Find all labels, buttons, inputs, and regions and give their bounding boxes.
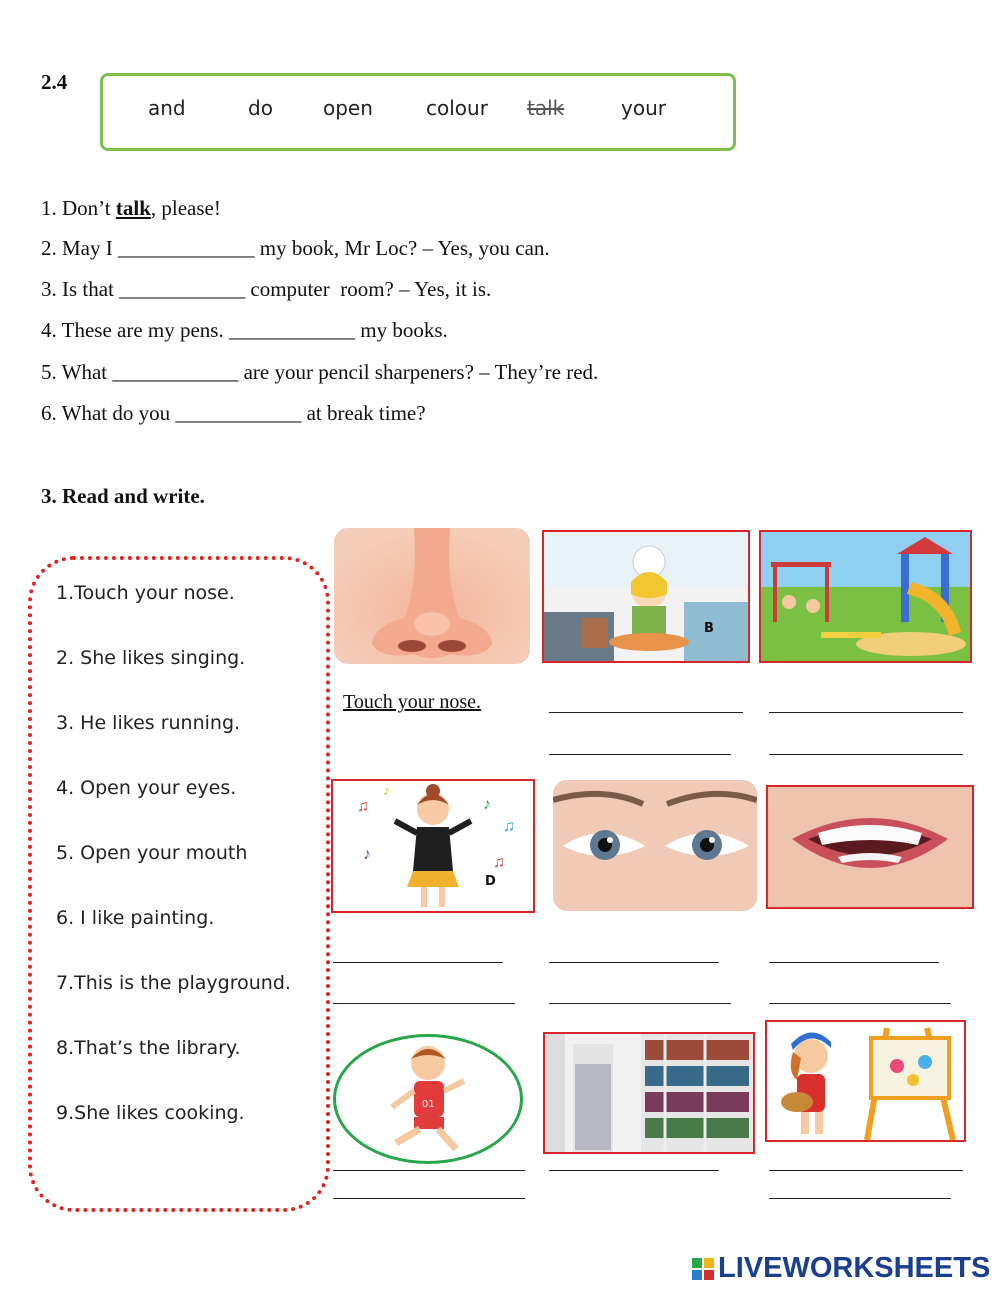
singing-image <box>331 779 535 913</box>
section-number: 2.4 <box>41 70 68 94</box>
sentence-item[interactable]: 4. Open your eyes. <box>56 777 237 799</box>
sentence-item[interactable]: 3. He likes running. <box>56 712 241 734</box>
answer-line-running[interactable] <box>333 1170 525 1171</box>
question-text: 6. What do you <box>41 401 176 425</box>
svg-text:♫: ♫ <box>357 798 369 815</box>
section-title: 3. Read and write. <box>41 484 205 508</box>
answer-blank[interactable]: ____________ <box>228 318 355 342</box>
picture-letter-d: D <box>485 874 496 889</box>
svg-text:♪: ♪ <box>363 846 371 863</box>
answer-line-painting[interactable] <box>769 1170 963 1171</box>
mouth-image <box>766 785 974 909</box>
answer-line-eyes[interactable] <box>549 1003 731 1004</box>
answer-blank[interactable]: _____________ <box>118 236 255 260</box>
answer-blank[interactable]: ____________ <box>175 401 302 425</box>
logo-icon <box>692 1258 714 1280</box>
library-image <box>543 1032 755 1154</box>
question-1 <box>41 196 221 221</box>
example-answer: talk <box>115 196 151 220</box>
question-text: 3. Is that <box>41 277 120 301</box>
cooking-image <box>542 530 750 663</box>
answer-line-mouth[interactable] <box>769 1003 951 1004</box>
svg-text:♫: ♫ <box>493 854 505 871</box>
answer-line-mouth[interactable] <box>769 962 939 963</box>
sentence-item[interactable]: 7.This is the playground. <box>56 972 291 994</box>
word-bank-item: and <box>148 96 186 120</box>
word-bank-item-used: talk <box>527 96 565 120</box>
playground-image <box>759 530 972 663</box>
answer-line-eyes[interactable] <box>549 962 719 963</box>
answer-line-running[interactable] <box>333 1198 525 1199</box>
question-text: computer room? – Yes, it is. <box>245 277 492 301</box>
question-text: 4. These are my pens. <box>41 318 229 342</box>
painting-image <box>765 1020 966 1142</box>
question-text: , please! <box>150 196 221 220</box>
answer-blank[interactable]: ____________ <box>112 360 239 384</box>
sentence-item[interactable]: 2. She likes singing. <box>56 647 246 669</box>
question-text: my book, Mr Loc? – Yes, you can. <box>254 236 550 260</box>
logo-text: LIVEWORKSHEETS <box>718 1252 991 1284</box>
answer-line-playground[interactable] <box>769 712 963 713</box>
question-text: at break time? <box>301 401 426 425</box>
answer-line-singing[interactable] <box>333 962 503 963</box>
answer-line-cooking[interactable] <box>549 754 731 755</box>
word-bank-item: your <box>621 96 666 120</box>
question-text: 5. What <box>41 360 113 384</box>
question-6 <box>41 401 426 426</box>
word-bank-item: colour <box>426 96 488 120</box>
sentence-item[interactable]: 1.Touch your nose. <box>56 582 235 604</box>
eyes-image <box>553 780 757 911</box>
picture-letter-b: B <box>704 621 714 636</box>
answer-line-library[interactable] <box>549 1170 719 1171</box>
question-4 <box>41 318 448 343</box>
sentence-item[interactable]: 5. Open your mouth <box>56 842 248 864</box>
answer-blank[interactable]: ____________ <box>119 277 246 301</box>
question-text: 2. May I <box>41 236 118 260</box>
svg-text:01: 01 <box>422 1099 435 1110</box>
word-bank <box>100 73 736 151</box>
word-bank-item: open <box>323 96 373 120</box>
question-2 <box>41 236 550 261</box>
word-bank-item: do <box>248 96 273 120</box>
answer-line-playground[interactable] <box>769 754 963 755</box>
question-text: 1. Don’t <box>41 196 116 220</box>
answer-line-singing[interactable] <box>333 1003 515 1004</box>
sentence-item[interactable]: 9.She likes cooking. <box>56 1102 245 1124</box>
nose-image <box>334 528 530 664</box>
answer-line-painting[interactable] <box>769 1198 951 1199</box>
svg-text:♪: ♪ <box>383 784 390 799</box>
answer-line-cooking[interactable] <box>549 712 743 713</box>
running-image <box>333 1034 523 1164</box>
example-answer-nose: Touch your nose. <box>343 691 482 713</box>
svg-text:♪: ♪ <box>483 796 491 813</box>
question-5 <box>41 360 598 385</box>
question-text: my books. <box>354 318 448 342</box>
liveworksheets-logo <box>692 1252 990 1285</box>
question-3 <box>41 277 491 302</box>
sentence-item[interactable]: 8.That’s the library. <box>56 1037 241 1059</box>
sentence-item[interactable]: 6. I like painting. <box>56 907 215 929</box>
question-text: are your pencil sharpeners? – They’re red. <box>238 360 599 384</box>
svg-text:♫: ♫ <box>503 818 515 835</box>
